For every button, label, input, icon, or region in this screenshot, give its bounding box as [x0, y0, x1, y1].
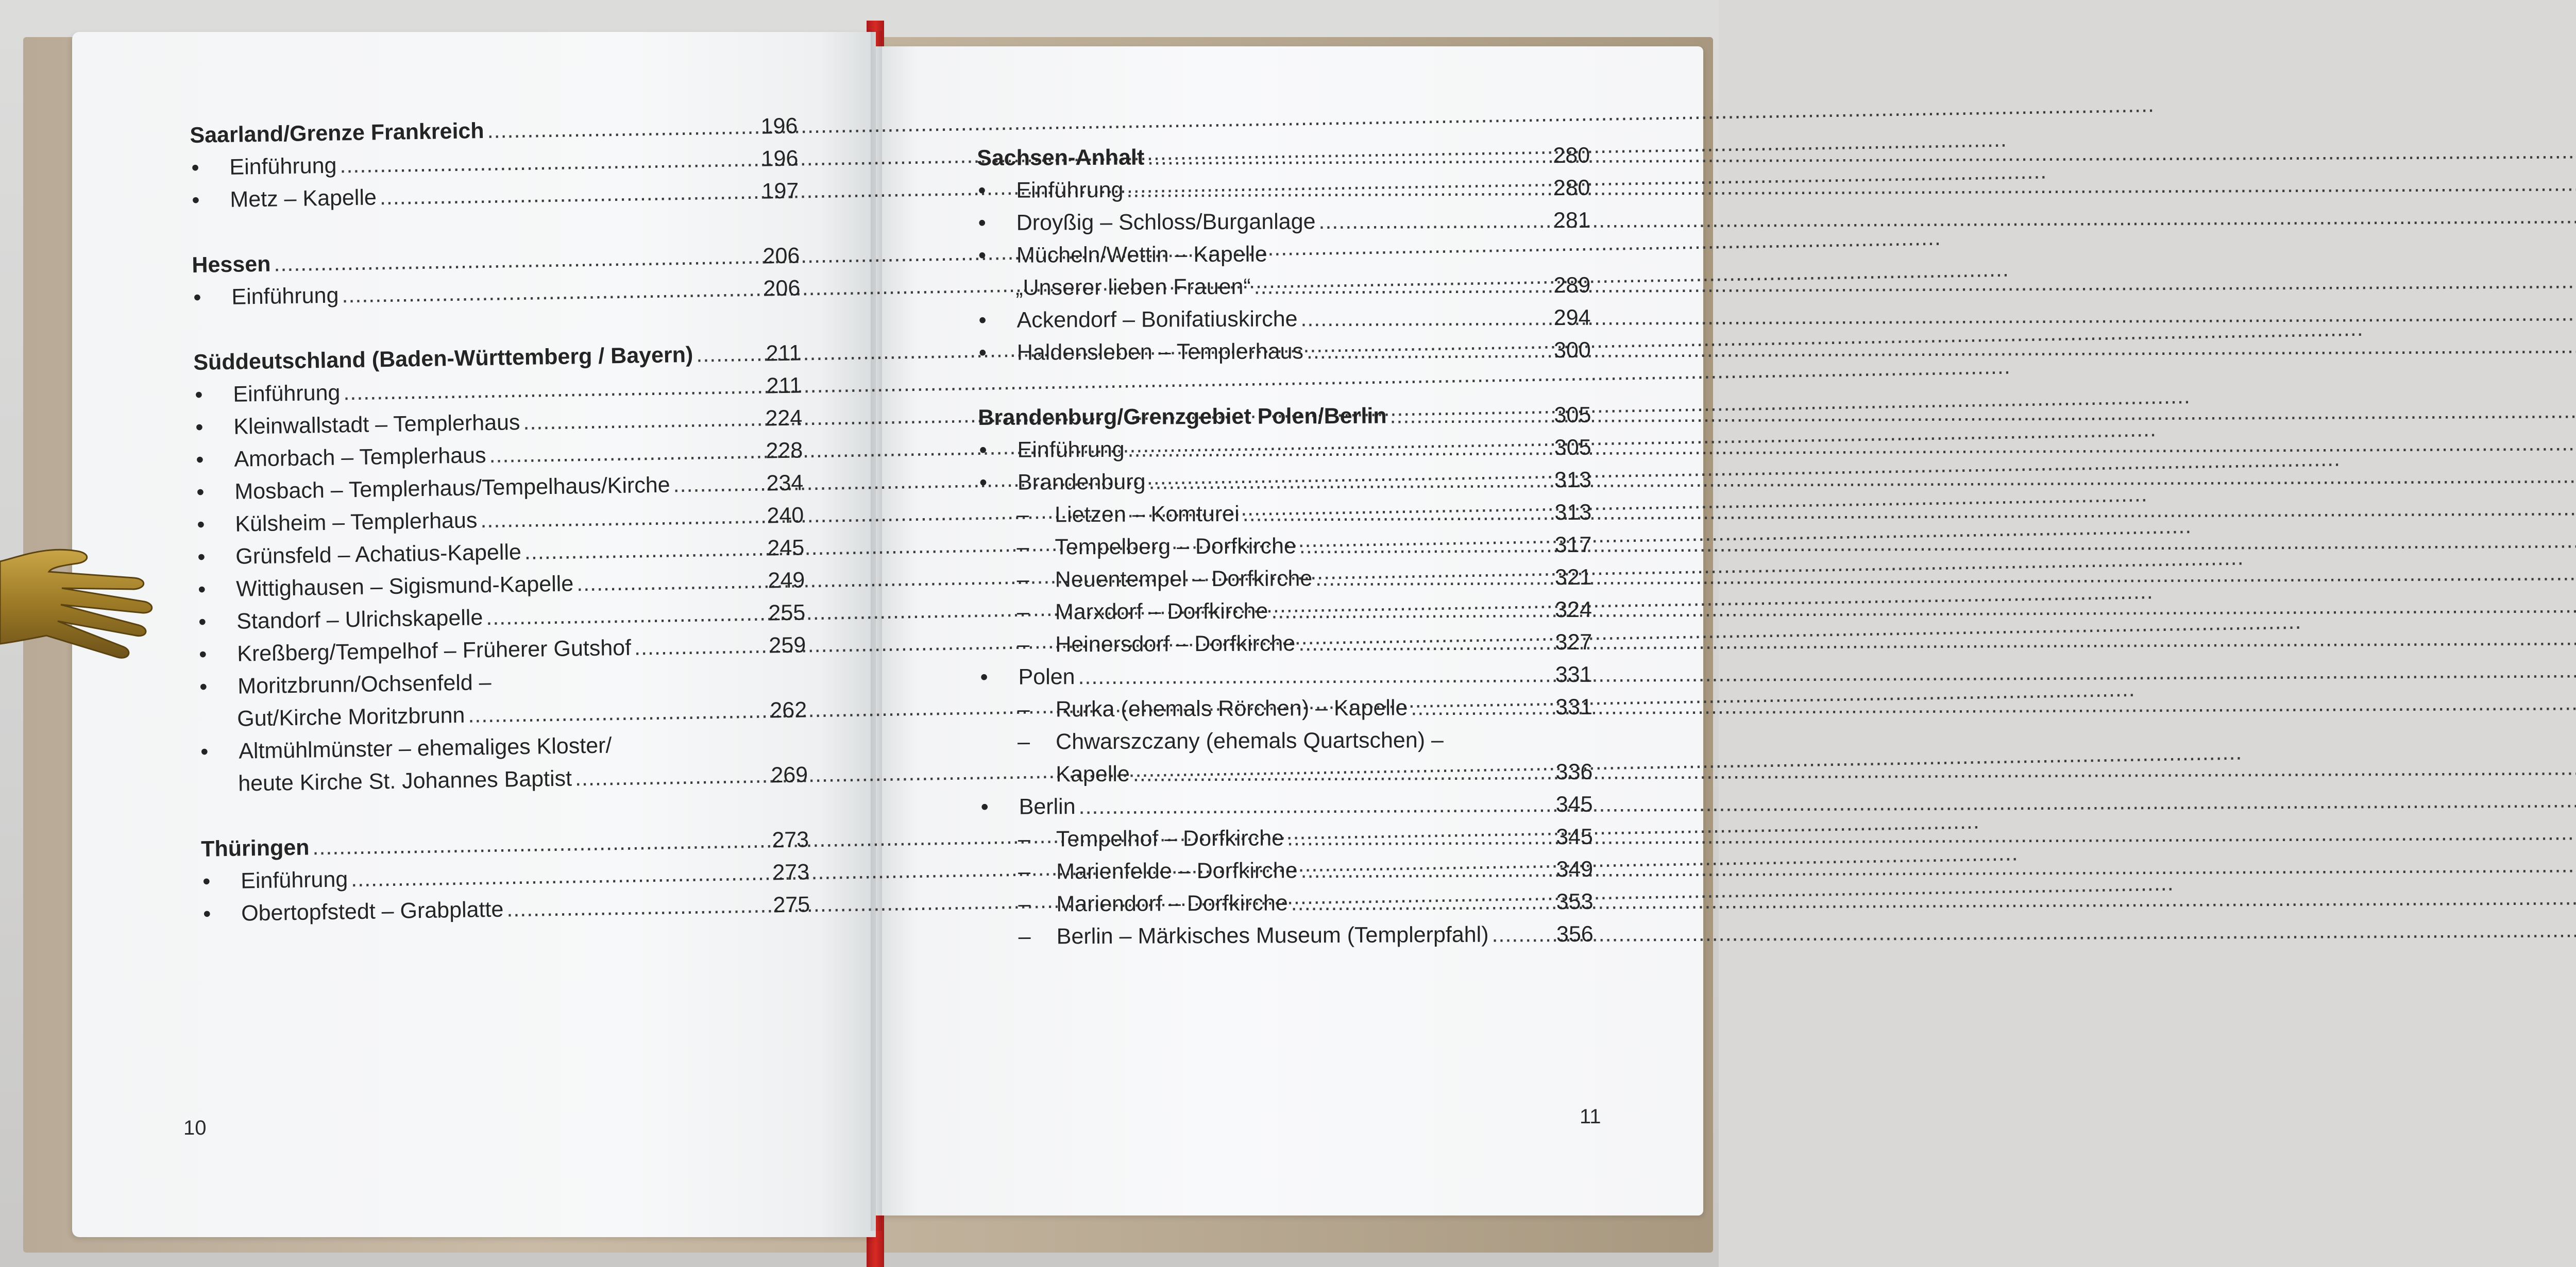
dot-leader — [1411, 691, 1546, 724]
bullet-marker: • — [980, 664, 988, 690]
toc-heading — [977, 140, 1590, 175]
toc-page-number: 356 — [1556, 921, 1594, 947]
dot-leader — [1307, 334, 1545, 368]
toc-entry-title: Einführung — [231, 283, 339, 310]
toc-page-number: 245 — [767, 535, 805, 561]
page-number-left: 10 — [183, 1117, 207, 1139]
dot-leader — [468, 695, 761, 732]
dot-leader — [486, 597, 759, 634]
toc-entry-title: Moritzbrunn/Ochsenfeld – — [237, 670, 492, 699]
toc-heading-title: Süddeutschland (Baden-Württemberg / Bayern) — [193, 342, 693, 375]
dash-marker: – — [1016, 502, 1029, 527]
toc-entry-title: Wittighausen – Sigismund-Kapelle — [235, 571, 574, 602]
toc-entry — [977, 302, 1590, 337]
toc-section — [190, 110, 799, 217]
toc-entry-title: Kapelle — [1056, 761, 1130, 787]
book-gutter — [871, 31, 882, 1231]
toc-page-number: 240 — [767, 503, 804, 528]
toc-entry — [978, 496, 1591, 532]
toc-page-number: 224 — [765, 405, 803, 431]
dash-marker: – — [1016, 567, 1029, 592]
dot-leader — [1147, 140, 1544, 174]
toc-section — [978, 399, 1594, 953]
toc-entry-title: Külsheim – Templerhaus — [234, 508, 478, 537]
toc-entry-title: Tempelberg – Dorfkirche — [1055, 534, 1296, 560]
toc-entry-title: Mosbach – Templerhaus/Tempelhaus/Kirche — [234, 472, 670, 504]
toc-entry-title: Ackendorf – Bonifatiuskirche — [1016, 306, 1298, 333]
bullet-marker: • — [978, 210, 986, 235]
bullet-marker: • — [978, 243, 987, 268]
toc-page-number: 305 — [1554, 435, 1591, 460]
bullet-marker: • — [202, 901, 211, 927]
toc-entry-title: Metz – Kapelle — [230, 185, 377, 212]
bullet-marker: • — [197, 544, 206, 570]
toc-page-number: 196 — [761, 146, 799, 172]
toc-entry — [978, 334, 1591, 369]
dot-leader — [1243, 496, 1546, 530]
dot-leader — [523, 403, 756, 439]
toc-entry-title: Berlin – Märkisches Museum (Templerpfahl) — [1056, 922, 1489, 949]
dot-leader — [1298, 626, 1546, 660]
toc-page-number: 197 — [761, 178, 799, 204]
toc-entry-title: Amorbach – Templerhaus — [233, 443, 486, 472]
dash-marker: – — [1016, 600, 1030, 625]
toc-page-number: 211 — [766, 373, 802, 399]
toc-page-number: 345 — [1555, 792, 1593, 817]
toc-page-number: 234 — [766, 470, 804, 496]
toc-page-number: 294 — [1553, 305, 1591, 331]
toc-entry-title: Rurka (ehemals Rörchen) – Kapelle — [1055, 695, 1408, 722]
toc-entry-title: Gut/Kirche Moritzbrunn — [236, 703, 465, 731]
toc-entry — [977, 237, 1590, 272]
bullet-marker: • — [193, 285, 201, 310]
bullet-marker: • — [198, 609, 207, 635]
toc-page-number: 345 — [1556, 824, 1594, 850]
toc-page-number — [763, 684, 806, 685]
toc-entry — [979, 659, 1592, 694]
dot-leader — [574, 760, 761, 795]
toc-entry-title: Brandenburg — [1017, 469, 1146, 495]
toc-entry-title: Standorf – Ulrichskapelle — [236, 605, 483, 634]
dash-marker: – — [1018, 892, 1031, 917]
toc-page-number: 353 — [1556, 889, 1594, 915]
toc-entry — [979, 594, 1592, 629]
toc-entry — [979, 691, 1592, 726]
toc-entry — [977, 269, 1590, 304]
toc-entry-title: Heinersdorf – Dorfkirche — [1055, 631, 1296, 657]
toc-entry — [978, 432, 1591, 467]
toc-entry — [980, 821, 1593, 856]
dot-leader — [696, 338, 755, 371]
toc-entry — [978, 529, 1591, 564]
bullet-marker: • — [195, 382, 203, 407]
toc-entry — [980, 918, 1594, 953]
bullet-marker: • — [979, 437, 987, 463]
toc-page-number: 269 — [771, 762, 808, 788]
toc-entry — [980, 886, 1593, 921]
toc-heading-title: Hessen — [192, 251, 271, 278]
toc-entry — [979, 724, 1592, 759]
toc-entry-title: Marxdorf – Dorfkirche — [1055, 598, 1268, 625]
toc-page-number: 313 — [1554, 467, 1591, 493]
bullet-marker: • — [202, 869, 211, 894]
dot-leader — [1270, 260, 1544, 261]
toc-page-number: 280 — [1553, 175, 1590, 201]
toc-page-number: 349 — [1556, 857, 1594, 882]
bullet-marker: • — [195, 415, 204, 440]
dot-leader — [1254, 269, 1545, 303]
dot-leader — [1318, 204, 1544, 238]
dot-leader — [1078, 789, 1546, 823]
dot-leader — [1291, 886, 1547, 919]
toc-heading — [978, 399, 1591, 434]
toc-heading-title: Sachsen-Anhalt — [977, 145, 1145, 170]
bullet-marker: • — [978, 340, 987, 365]
toc-page-number: 324 — [1555, 597, 1592, 623]
toc-entry-title: Altmühlmünster – ehemaliges Kloster/ — [238, 733, 612, 764]
dot-leader — [1315, 561, 1546, 595]
dash-marker: – — [1018, 924, 1031, 949]
toc-entry — [979, 626, 1592, 661]
dot-leader — [1271, 594, 1546, 627]
toc-left-page — [190, 110, 810, 930]
dot-leader — [1148, 464, 1545, 498]
dash-marker: – — [1018, 859, 1031, 884]
dot-leader — [506, 889, 764, 926]
dot-leader — [1078, 659, 1546, 693]
bullet-marker: • — [196, 480, 205, 505]
bullet-marker: • — [979, 470, 988, 495]
toc-entry-title: Polen — [1018, 664, 1075, 690]
toc-entry — [977, 172, 1590, 207]
toc-page-number: 327 — [1555, 629, 1592, 655]
toc-page-number — [764, 749, 807, 750]
toc-page-number: 273 — [771, 827, 809, 853]
toc-page-number: 206 — [762, 243, 800, 269]
dot-leader — [1300, 302, 1544, 335]
toc-entry-title: Grünsfeld – Achatius-Kapelle — [235, 539, 522, 569]
dot-leader — [487, 111, 752, 147]
toc-entry-title: Droyßig – Schloss/Burganlage — [1016, 209, 1316, 235]
toc-section — [201, 824, 810, 931]
dot-leader — [634, 630, 760, 664]
toc-entry-title: Marienfelde – Dorfkirche — [1056, 858, 1298, 884]
toc-heading-title: Brandenburg/Grenzgebiet Polen/Berlin — [978, 403, 1387, 430]
toc-entry-title: Obertopfstedt – Grabplatte — [241, 897, 504, 926]
toc-page-number: 259 — [769, 632, 806, 658]
dot-leader — [1389, 399, 1545, 432]
bullet-marker: • — [978, 178, 986, 203]
dot-leader — [1287, 821, 1547, 854]
dash-marker: – — [1016, 535, 1029, 560]
toc-page-number: 206 — [763, 276, 801, 301]
toc-section — [977, 140, 1591, 369]
dot-leader — [673, 468, 757, 502]
toc-entry-title: Berlin — [1019, 794, 1076, 819]
toc-page-number: 336 — [1555, 759, 1593, 785]
toc-page-number: 281 — [1553, 208, 1590, 233]
toc-entry — [979, 789, 1592, 824]
toc-entry — [979, 756, 1592, 791]
dot-leader — [379, 176, 752, 214]
toc-page-number: 196 — [760, 113, 798, 139]
dot-leader — [1300, 853, 1547, 887]
toc-entry-title: Haldensleben – Templerhaus — [1016, 339, 1304, 365]
dash-marker: – — [1017, 729, 1030, 755]
toc-entry-title: Einführung — [233, 380, 341, 407]
toc-entry — [979, 561, 1592, 596]
toc-page-number: 255 — [768, 600, 806, 626]
dash-marker: – — [1017, 632, 1030, 657]
bullet-marker: • — [196, 447, 204, 472]
dash-marker: – — [1017, 697, 1030, 722]
toc-entry-title: Einführung — [1016, 177, 1124, 203]
dot-leader — [1126, 172, 1544, 207]
toc-page-number: 275 — [772, 892, 810, 918]
toc-entry-title: „Unserer lieben Frauen“ — [1015, 274, 1251, 300]
dot-leader — [615, 750, 761, 752]
toc-entry — [977, 204, 1590, 239]
toc-page-number: 331 — [1555, 662, 1592, 688]
dot-leader — [342, 273, 754, 312]
toc-heading-title: Thüringen — [200, 835, 310, 862]
dot-leader — [480, 500, 758, 537]
bullet-marker: • — [198, 642, 207, 667]
toc-page-number: 280 — [1553, 143, 1590, 168]
toc-page-number: 317 — [1554, 532, 1592, 558]
toc-page-number: 305 — [1554, 402, 1591, 428]
toc-page-number: 289 — [1553, 272, 1591, 298]
toc-page-number: 262 — [770, 697, 807, 723]
toc-entry-title: Kleinwallstadt – Templerhaus — [233, 410, 520, 439]
dot-leader — [1133, 756, 1547, 791]
dot-leader — [489, 435, 757, 472]
page-number-right: 11 — [1580, 1105, 1601, 1128]
dot-leader — [1492, 918, 1547, 951]
bullet-marker: • — [192, 187, 200, 213]
toc-entry — [980, 853, 1593, 888]
toc-entry-title: Chwarszczany (ehemals Quartschen) – — [1055, 728, 1444, 755]
toc-section — [192, 239, 801, 314]
toc-entry-title: Einführung — [240, 867, 348, 894]
dot-leader — [495, 686, 760, 690]
toc-page-number: 313 — [1554, 500, 1592, 525]
toc-entry-title: heute Kirche St. Johannes Baptist — [238, 766, 572, 796]
toc-entry — [978, 464, 1591, 499]
bullet-marker: • — [199, 674, 208, 699]
toc-right-page — [977, 140, 1594, 953]
toc-entry-title: Tempelhof – Dorfkirche — [1056, 826, 1284, 852]
dot-leader — [524, 533, 758, 569]
toc-page-number: 321 — [1554, 564, 1592, 590]
bullet-marker: • — [197, 577, 206, 602]
brass-hand-page-holder — [0, 541, 155, 675]
bullet-marker: • — [980, 794, 989, 819]
toc-page-number: 249 — [768, 568, 805, 593]
toc-entry-title: Mariendorf – Dorfkirche — [1056, 891, 1288, 917]
toc-entry-title: Neuentempel – Dorfkirche — [1055, 566, 1313, 592]
bullet-marker: • — [200, 739, 209, 764]
bullet-marker: • — [191, 155, 199, 180]
toc-entry-title: Mücheln/Wettin – Kapelle — [1016, 242, 1267, 268]
toc-entry-title: Kreßberg/Tempelhof – Früherer Gutshof — [236, 635, 632, 666]
toc-entry-title: Lietzen – Komturei — [1055, 501, 1240, 527]
dot-leader — [1299, 529, 1546, 562]
toc-page-number: 273 — [772, 860, 810, 885]
dot-leader — [577, 565, 759, 601]
toc-section — [193, 337, 808, 800]
toc-entry-title: Einführung — [229, 153, 337, 180]
toc-page-number: 331 — [1555, 694, 1592, 720]
toc-page-number: 300 — [1553, 337, 1591, 363]
bullet-marker: • — [978, 307, 987, 333]
toc-entry-title: Einführung — [1017, 437, 1125, 463]
dot-leader — [1127, 432, 1545, 466]
dash-marker: – — [1018, 827, 1030, 852]
toc-page-number: 228 — [766, 438, 803, 464]
toc-page-number: 211 — [766, 340, 802, 366]
bullet-marker: • — [196, 512, 205, 537]
toc-heading-title: Saarland/Grenze Frankreich — [190, 118, 484, 148]
